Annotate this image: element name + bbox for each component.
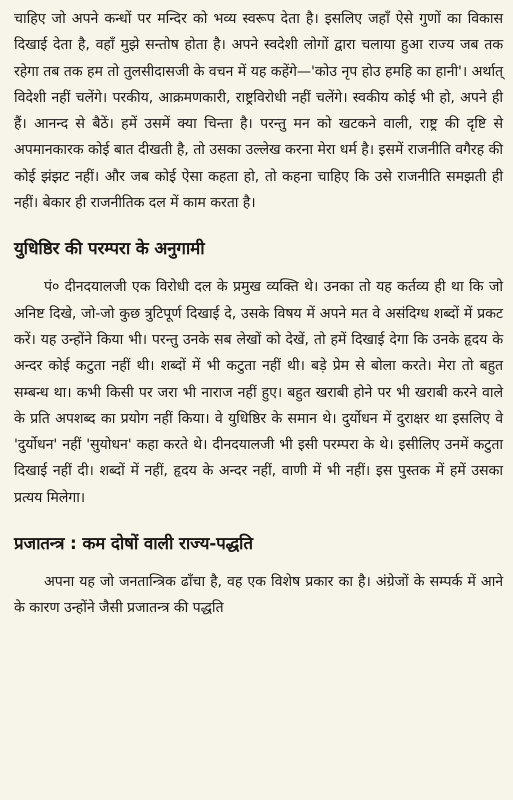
paragraph-democracy: अपना यह जो जनतान्त्रिक ढाँचा है, वह एक विशेष प्रकार का है। अंग्रेजों के सम्पर्क में आने के कारण उन्होंने जैसी प्रजातन्त्र की पद्धति <box>14 574 503 617</box>
section-heading-prajatantra: प्रजातन्त्र : कम दोषों वाली राज्य-पद्धति <box>14 534 253 555</box>
paragraph-deendayal: पं० दीनदयालजी एक विरोधी दल के प्रमुख व्यक्ति थे। उनका तो यह कर्तव्य ही था कि जो अनिष्ट दिखे, जो-जो कुछ त्रुटिपूर्ण दिखाई दे, उसके विषय में अपने मत वे असंदिग्ध शब्दों में प्रकट करें। यह उन्होंने किया भी। परन्तु उनके सब लेखों को देखें, तो हमें दिखाई देगा कि उनके हृदय के अन्दर कोई कटुता नहीं थी। शब्दों में भी कटुता नहीं थी। बड़े प्रेम से बोला करते। मेरा तो बहुत सम्बन्ध था। कभी किसी पर जरा भी नाराज नहीं हुए। बहुत खराबी होने पर भी खराबी करने वाले के प्रति अपशब्द का प्रयोग नहीं किया। वे युधिष्ठिर के समान थे। दुर्योधन में दुराक्षर था इसलिए वे 'दुर्योधन' नहीं 'सुयोधन' कहा करते थे। दीनदयालजी भी इसी परम्परा के थे। इसीलिए उनमें कटुता दिखाई नहीं दी। शब्दों में नहीं, हृदय के अन्दर नहीं, वाणी में भी नहीं। इस पुस्तक में हमें उसका प्रत्यय मिलेगा। <box>14 279 503 506</box>
section-heading-yudhishthir: युधिष्ठिर की परम्परा के अनुगामी <box>14 239 205 260</box>
paragraph-opening: चाहिए जो अपने कन्धों पर मन्दिर को भव्य स्वरूप देता है। इसलिए जहाँ ऐसे गुणों का विकास दिखाई देता है, वहाँ मुझे सन्तोष होता है। अपने स्वदेशी लोगों द्वारा चलाया हुआ राज्य जब तक रहेगा तब तक हम तो तुलसीदासजी के वचन में यह कहेंगे—'कोउ नृप होउ हमहि का हानी'। अर्थात् विदेशी नहीं चलेंगे। परकीय, आक्रमणकारी, राष्ट्रविरोधी नहीं चलेंगे। स्वकीय कोई भी हो, अपने ही हैं। आनन्द से बैठें। हमें उसमें क्या चिन्ता है। परन्तु मन को खटकने वाली, राष्ट्र की दृष्टि से अपमानकारक कोई बात दीखती है, तो उसका उल्लेख करना मेरा धर्म है। इसमें राजनीति वगैरह की कोई झंझट नहीं। और जब कोई ऐसा कहता हो, तो कहना चाहिए कि उसे राजनीति समझती ही नहीं। बेकार ही राजनीतिक दल में काम करता है। <box>14 11 503 212</box>
